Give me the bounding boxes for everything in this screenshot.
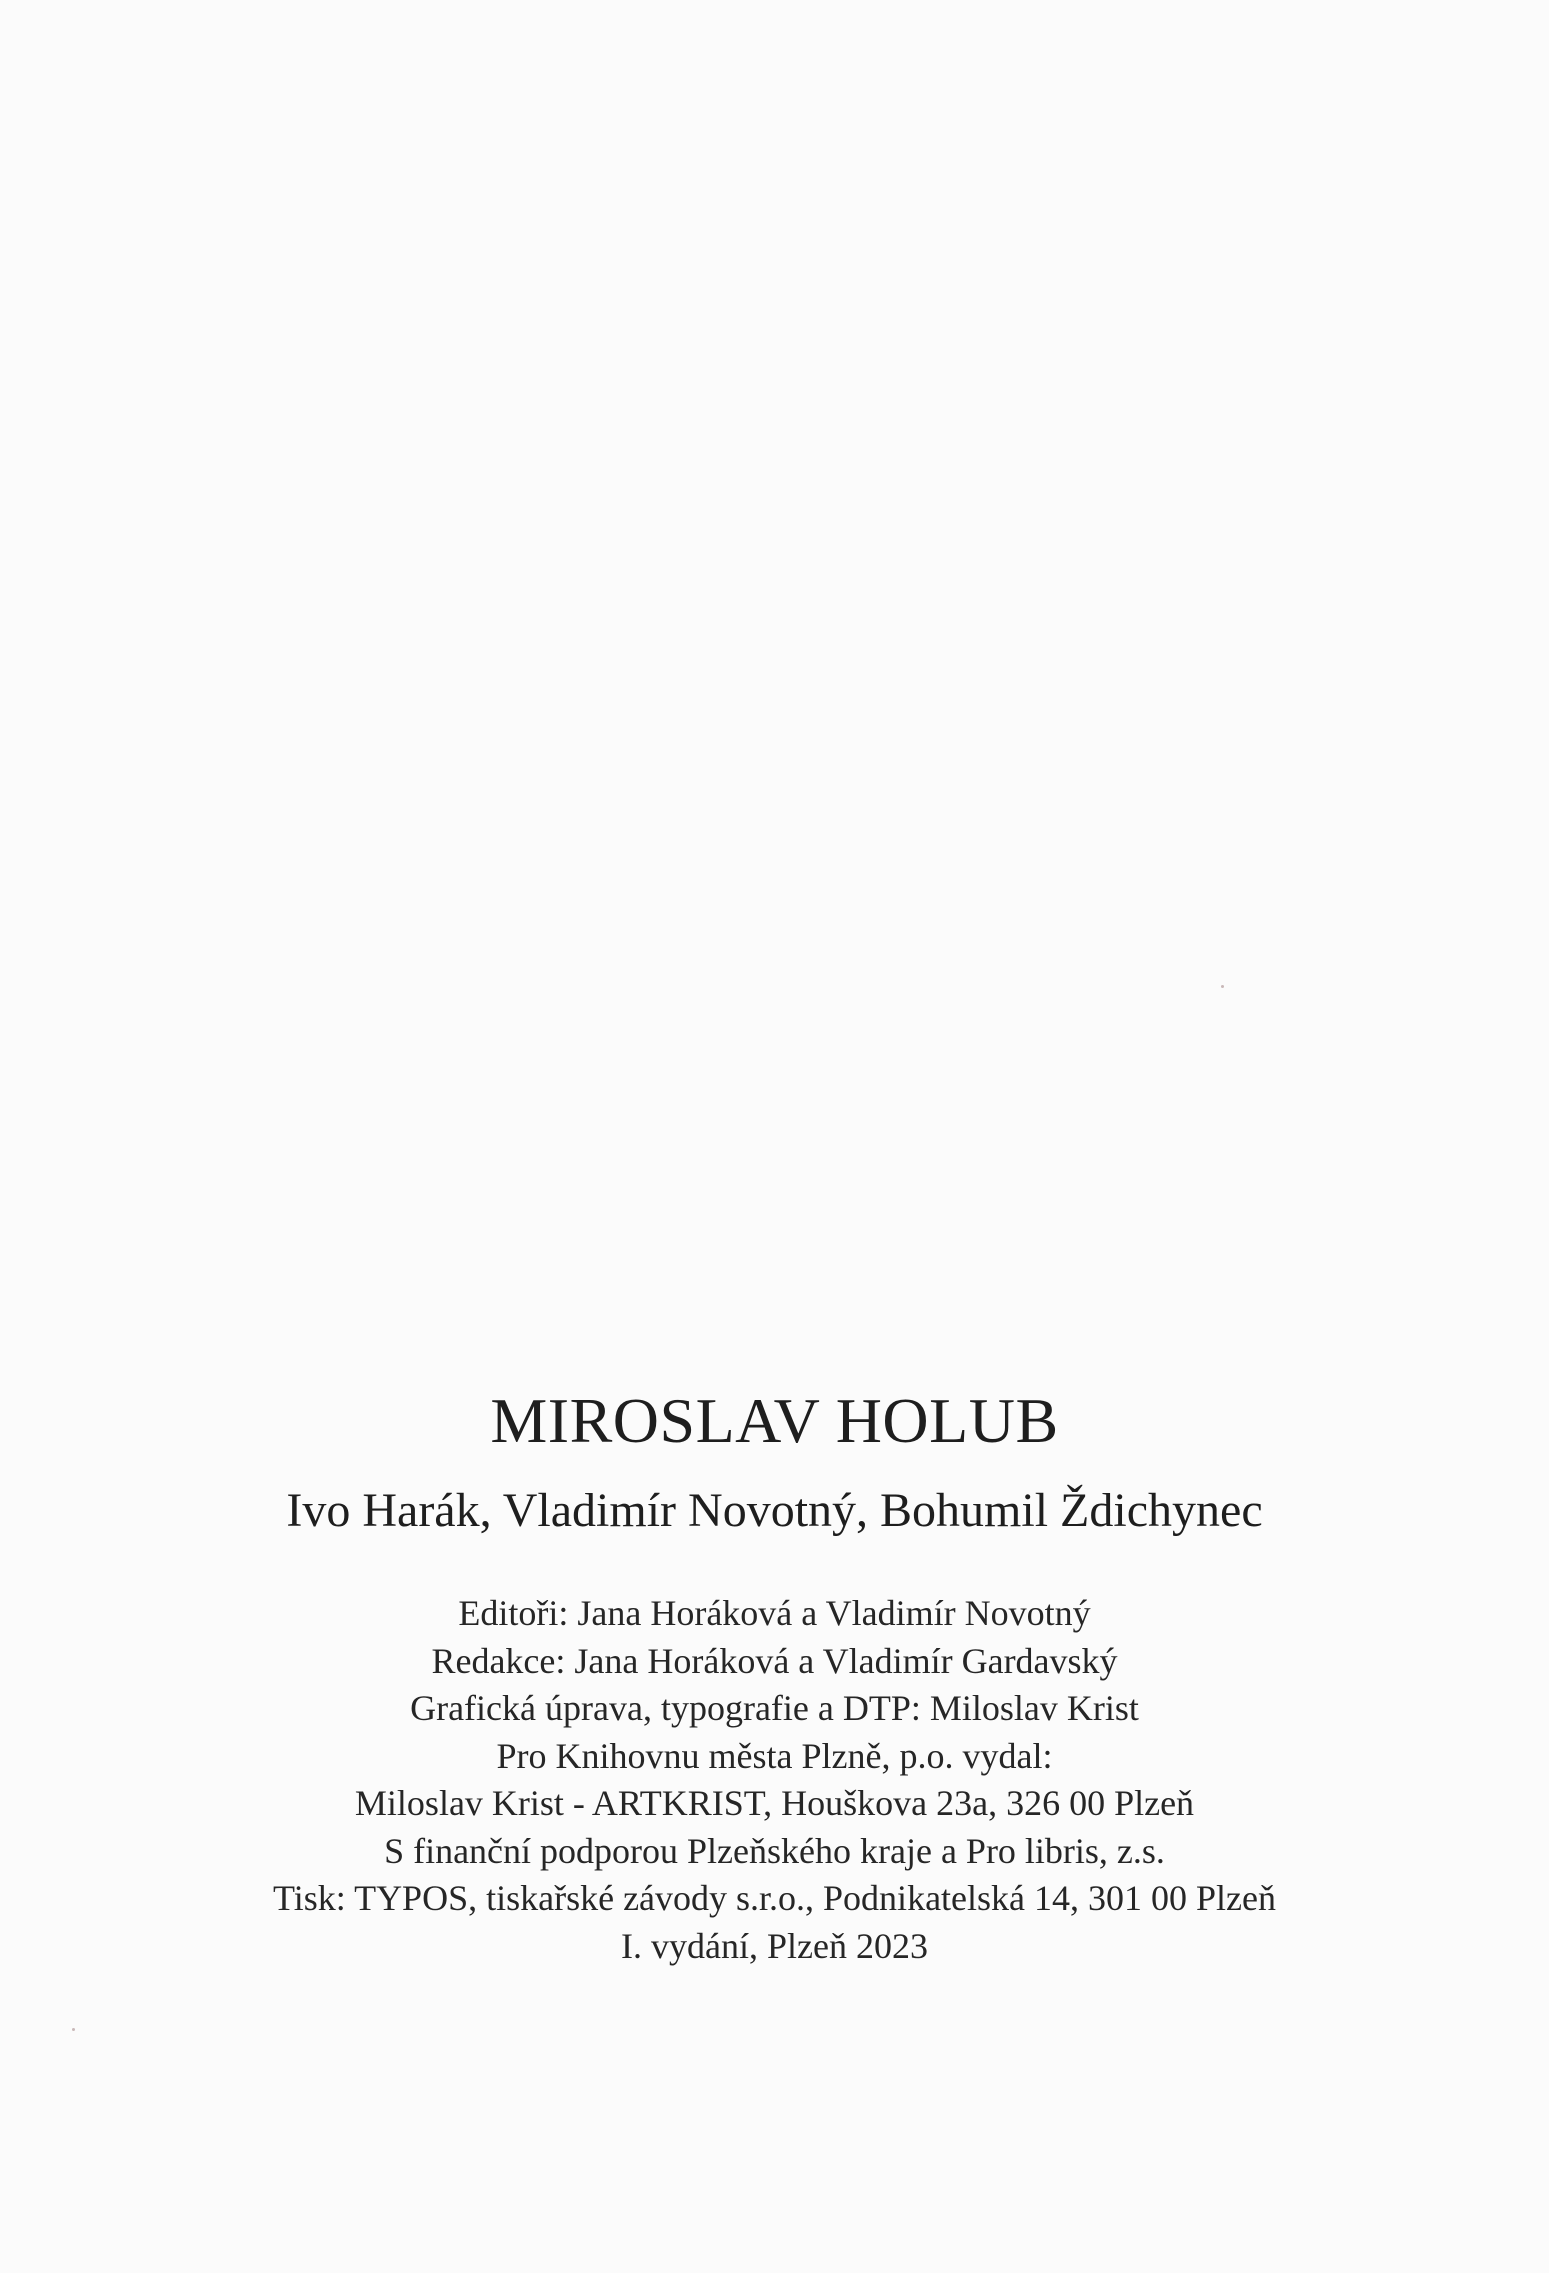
book-authors: Ivo Harák, Vladimír Novotný, Bohumil Ždichynec xyxy=(286,1484,1263,1537)
credit-graphic-design: Grafická úprava, typografie a DTP: Miloslav Krist xyxy=(410,1688,1139,1728)
paper-speck xyxy=(72,2028,75,2031)
credit-editors: Editoři: Jana Horáková a Vladimír Novotný xyxy=(458,1593,1091,1633)
credit-funding: S finanční podporou Plzeňského kraje a Pro libris, z.s. xyxy=(384,1830,1165,1871)
colophon-block xyxy=(0,1378,1549,1970)
paper-speck xyxy=(1221,985,1224,988)
credit-redaction: Redakce: Jana Horáková a Vladimír Gardavský xyxy=(431,1640,1118,1681)
credit-edition: I. vydání, Plzeň 2023 xyxy=(621,1925,928,1966)
credit-printer: Tisk: TYPOS, tiskařské závody s.r.o., Podnikatelská 14, 301 00 Plzeň xyxy=(272,1878,1276,1918)
credits-list xyxy=(0,1590,1549,1970)
credit-publisher-address: Miloslav Krist - ARTKRIST, Houškova 23a, 326 00 Plzeň xyxy=(354,1783,1195,1823)
book-title: MIROSLAV HOLUB xyxy=(490,1385,1059,1456)
credit-publisher-line: Pro Knihovnu města Plzně, p.o. vydal: xyxy=(496,1735,1053,1776)
